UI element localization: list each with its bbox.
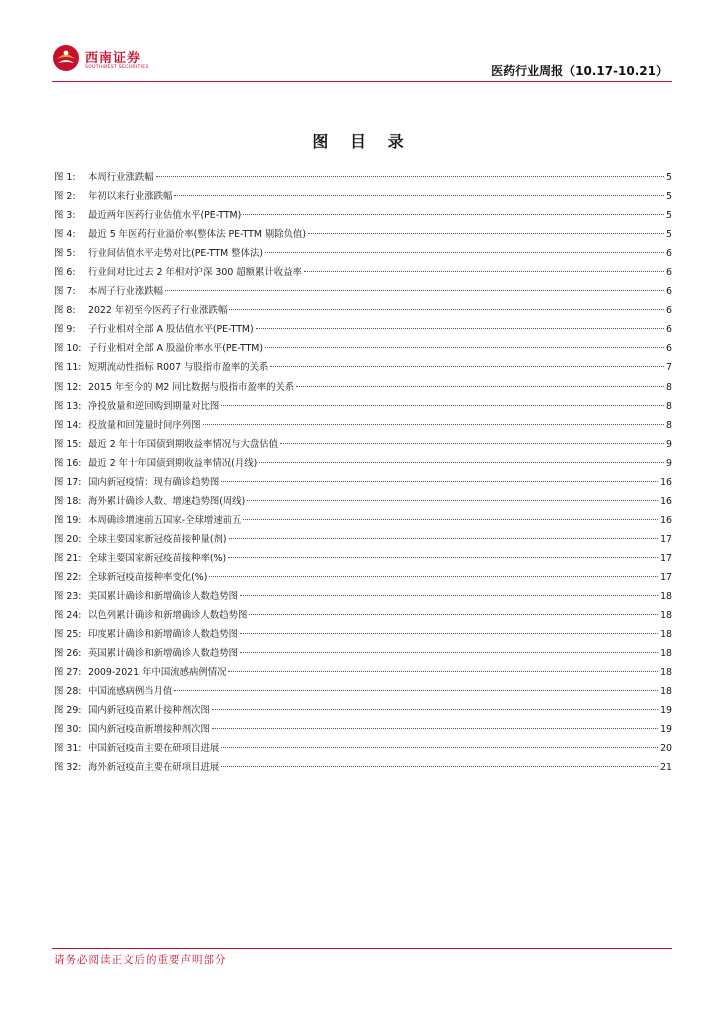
toc-entry[interactable] <box>54 625 672 644</box>
toc-page-number: 16 <box>660 495 672 507</box>
toc-figure-title: 净投放量和逆回购到期量对比图 <box>88 400 220 412</box>
toc-page-number: 19 <box>660 705 672 717</box>
toc-figure-number: 图 15: <box>54 438 82 450</box>
toc-figure-title: 本周确诊增速前五国家-全球增速前五 <box>88 514 242 526</box>
toc-page-number: 8 <box>666 381 672 393</box>
toc-dot-leader <box>228 557 658 558</box>
toc-dot-leader <box>240 633 658 634</box>
disclaimer-note: 请务必阅读正文后的重要声明部分 <box>54 954 227 966</box>
figure-toc-list <box>54 168 672 778</box>
toc-page-number: 8 <box>666 419 672 431</box>
toc-dot-leader <box>221 481 658 482</box>
toc-entry[interactable] <box>54 416 672 435</box>
toc-dot-leader <box>240 652 658 653</box>
toc-page-number: 9 <box>666 457 672 469</box>
toc-figure-title: 国内新冠疫苗新增接种剂次图 <box>88 724 210 736</box>
toc-page-number: 6 <box>666 267 672 279</box>
toc-page-number: 20 <box>660 743 672 755</box>
toc-figure-title: 国内新冠疫情：现有确诊趋势图 <box>88 476 220 488</box>
toc-dot-leader <box>203 424 665 425</box>
toc-figure-title: 本周行业涨跌幅 <box>88 172 154 183</box>
toc-entry[interactable] <box>54 339 672 358</box>
toc-page-number: 6 <box>666 286 672 298</box>
toc-dot-leader <box>165 290 664 291</box>
toc-figure-title: 行业间估值水平走势对比(PE-TTM 整体法) <box>88 248 264 260</box>
toc-page-number: 16 <box>660 514 672 526</box>
toc-figure-title: 全球新冠疫苗接种率变化(%) <box>88 571 208 583</box>
toc-page-number: 16 <box>660 476 672 488</box>
toc-figure-title: 以色列累计确诊和新增确诊人数趋势图 <box>88 610 248 622</box>
toc-figure-number: 图 2: <box>54 191 76 203</box>
toc-entry[interactable] <box>54 378 672 397</box>
toc-page-number: 21 <box>660 762 672 774</box>
toc-page-number: 18 <box>660 648 672 660</box>
toc-figure-number: 图 23: <box>54 591 82 603</box>
toc-page-number: 5 <box>666 210 672 222</box>
toc-entry[interactable] <box>54 263 672 282</box>
toc-entry[interactable] <box>54 587 672 606</box>
toc-figure-number: 图 9: <box>54 324 76 336</box>
toc-dot-leader <box>209 576 658 577</box>
toc-page-number: 6 <box>666 324 672 336</box>
toc-page-number: 7 <box>666 362 672 374</box>
brand-name: 西南证券 <box>85 51 142 66</box>
toc-dot-leader <box>270 366 664 367</box>
toc-figure-number: 图 18: <box>54 495 82 507</box>
toc-figure-title: 中国新冠疫苗主要在研项目进展 <box>88 743 220 755</box>
toc-figure-number: 图 4: <box>54 229 76 241</box>
toc-figure-title: 本周子行业涨跌幅 <box>88 286 164 298</box>
toc-figure-title: 2022 年初至今医药子行业涨跌幅 <box>88 305 228 317</box>
toc-dot-leader <box>229 538 658 539</box>
toc-figure-title: 英国累计确诊和新增确诊人数趋势图 <box>88 648 239 660</box>
toc-figure-title: 印度累计确诊和新增确诊人数趋势图 <box>88 629 239 641</box>
toc-figure-title: 最近 2 年十年国债到期收益率情况(月线) <box>88 457 258 469</box>
toc-page-number: 18 <box>660 686 672 698</box>
toc-entry[interactable] <box>54 473 672 492</box>
toc-figure-number: 图 13: <box>54 400 82 412</box>
toc-figure-number: 图 22: <box>54 571 82 583</box>
toc-page-number: 19 <box>660 724 672 736</box>
toc-dot-leader <box>212 728 658 729</box>
toc-dot-leader <box>174 690 658 691</box>
toc-page-number: 6 <box>666 248 672 260</box>
toc-entry[interactable] <box>54 187 672 206</box>
toc-page-number: 6 <box>666 305 672 317</box>
toc-figure-title: 海外新冠疫苗主要在研项目进展 <box>88 762 220 774</box>
toc-figure-title: 全球主要国家新冠疫苗接种量(剂) <box>88 533 227 545</box>
toc-entry[interactable] <box>54 358 672 377</box>
toc-entry[interactable] <box>54 682 672 701</box>
toc-figure-number: 图 5: <box>54 248 76 260</box>
toc-figure-number: 图 30: <box>54 724 82 736</box>
toc-figure-title: 行业间对比过去 2 年相对沪深 300 超额累计收益率 <box>88 267 302 279</box>
brand-subtitle: SOUTHWEST SECURITIES <box>85 65 149 70</box>
toc-page-number: 18 <box>660 591 672 603</box>
footer-divider <box>52 948 672 949</box>
toc-entry[interactable] <box>54 435 672 454</box>
toc-dot-leader <box>247 500 658 501</box>
toc-page-number: 5 <box>666 229 672 241</box>
toc-dot-leader <box>243 519 658 520</box>
toc-dot-leader <box>256 328 664 329</box>
toc-figure-title: 中国流感病例当月值 <box>88 686 173 698</box>
toc-figure-title: 短期流动性指标 R007 与股指市盈率的关系 <box>88 362 269 374</box>
toc-figure-number: 图 17: <box>54 476 82 488</box>
toc-dot-leader <box>265 347 664 348</box>
toc-figure-number: 图 11: <box>54 362 82 374</box>
toc-figure-number: 图 12: <box>54 381 82 393</box>
toc-entry[interactable] <box>54 320 672 339</box>
toc-figure-title: 2015 年至今的 M2 同比数据与股指市盈率的关系 <box>88 381 295 393</box>
toc-figure-title: 2009-2021 年中国流感病例情况 <box>88 667 227 679</box>
toc-dot-leader <box>304 271 664 272</box>
toc-entry[interactable] <box>54 739 672 758</box>
toc-page-number: 9 <box>666 438 672 450</box>
toc-dot-leader <box>296 386 664 387</box>
header-divider <box>52 81 672 82</box>
toc-figure-number: 图 14: <box>54 419 82 431</box>
toc-dot-leader <box>221 766 658 767</box>
toc-figure-number: 图 3: <box>54 210 76 222</box>
toc-dot-leader <box>308 233 664 234</box>
toc-page-number: 8 <box>666 400 672 412</box>
toc-figure-title: 最近两年医药行业估值水平(PE-TTM) <box>88 210 242 222</box>
toc-figure-number: 图 20: <box>54 533 82 545</box>
toc-figure-number: 图 32: <box>54 762 82 774</box>
toc-page-number: 6 <box>666 343 672 355</box>
toc-dot-leader <box>280 443 664 444</box>
toc-entry[interactable] <box>54 644 672 663</box>
toc-figure-title: 子行业相对全部 A 股估值水平(PE-TTM) <box>88 324 254 336</box>
toc-entry[interactable] <box>54 663 672 682</box>
toc-figure-title: 最近 5 年医药行业溢价率(整体法 PE-TTM 剔除负值) <box>88 229 307 241</box>
toc-page-number: 17 <box>660 533 672 545</box>
toc-figure-title: 投放量和回笼量时间序列图 <box>88 419 201 431</box>
toc-dot-leader <box>156 176 664 177</box>
toc-dot-leader <box>212 709 658 710</box>
toc-figure-number: 图 19: <box>54 514 82 526</box>
page-title: 图 目 录 <box>312 132 412 151</box>
toc-figure-number: 图 29: <box>54 705 82 717</box>
toc-entry[interactable] <box>54 282 672 301</box>
toc-dot-leader <box>229 309 664 310</box>
toc-figure-number: 图 31: <box>54 743 82 755</box>
toc-page-number: 18 <box>660 667 672 679</box>
toc-figure-title: 全球主要国家新冠疫苗接种率(%) <box>88 552 227 564</box>
toc-figure-number: 图 24: <box>54 610 82 622</box>
toc-entry[interactable] <box>54 720 672 739</box>
toc-figure-number: 图 1: <box>54 172 76 183</box>
toc-entry[interactable] <box>54 606 672 625</box>
toc-figure-number: 图 26: <box>54 648 82 660</box>
toc-figure-title: 海外累计确诊人数、增速趋势图(周线) <box>88 495 246 507</box>
toc-dot-leader <box>240 595 658 596</box>
toc-entry[interactable] <box>54 492 672 511</box>
toc-figure-number: 图 10: <box>54 343 82 355</box>
toc-page-number: 5 <box>666 172 672 183</box>
toc-entry[interactable] <box>54 206 672 225</box>
toc-figure-number: 图 25: <box>54 629 82 641</box>
toc-entry[interactable] <box>54 244 672 263</box>
toc-figure-number: 图 6: <box>54 267 76 279</box>
toc-figure-title: 最近 2 年十年国债到期收益率情况与大盘估值 <box>88 438 279 450</box>
toc-dot-leader <box>265 252 664 253</box>
toc-figure-title: 子行业相对全部 A 股溢价率水平(PE-TTM) <box>88 343 264 355</box>
company-logo <box>52 44 172 78</box>
toc-page-number: 18 <box>660 610 672 622</box>
toc-entry[interactable] <box>54 225 672 244</box>
toc-figure-title: 年初以来行业涨跌幅 <box>88 191 173 203</box>
southwest-securities-logo-icon <box>52 44 80 72</box>
toc-figure-number: 图 16: <box>54 457 82 469</box>
toc-page-number: 17 <box>660 571 672 583</box>
toc-entry[interactable] <box>54 168 672 187</box>
toc-dot-leader <box>174 195 664 196</box>
toc-page-number: 5 <box>666 191 672 203</box>
toc-dot-leader <box>221 747 658 748</box>
toc-entry[interactable] <box>54 549 672 568</box>
toc-dot-leader <box>243 214 664 215</box>
toc-entry[interactable] <box>54 511 672 530</box>
toc-figure-number: 图 28: <box>54 686 82 698</box>
toc-page-number: 17 <box>660 552 672 564</box>
toc-entry[interactable] <box>54 397 672 416</box>
toc-entry[interactable] <box>54 568 672 587</box>
toc-dot-leader <box>259 462 664 463</box>
toc-dot-leader <box>228 671 658 672</box>
toc-figure-number: 图 21: <box>54 552 82 564</box>
toc-figure-title: 美国累计确诊和新增确诊人数趋势图 <box>88 591 239 603</box>
toc-figure-number: 图 27: <box>54 667 82 679</box>
toc-entry[interactable] <box>54 530 672 549</box>
toc-dot-leader <box>221 405 664 406</box>
toc-entry[interactable] <box>54 454 672 473</box>
toc-entry[interactable] <box>54 758 672 777</box>
toc-figure-number: 图 8: <box>54 305 76 317</box>
toc-dot-leader <box>249 614 658 615</box>
toc-figure-title: 国内新冠疫苗累计接种剂次图 <box>88 705 210 717</box>
toc-page-number: 18 <box>660 629 672 641</box>
report-title: 医药行业周报（10.17-10.21） <box>491 64 668 78</box>
toc-entry[interactable] <box>54 701 672 720</box>
toc-entry[interactable] <box>54 301 672 320</box>
toc-figure-number: 图 7: <box>54 286 76 298</box>
